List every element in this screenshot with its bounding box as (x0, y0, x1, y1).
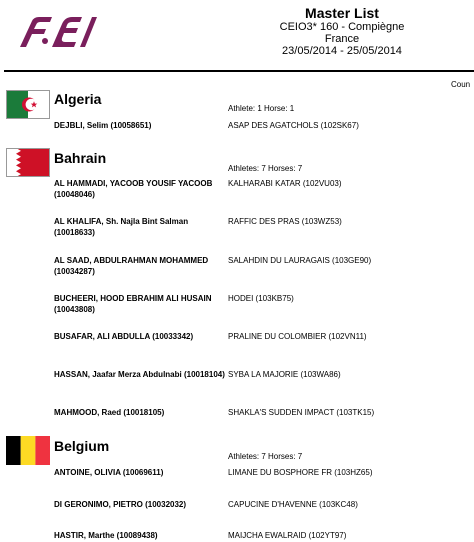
page-title: Master List (305, 5, 379, 21)
athlete-name: AL KHALIFA, Sh. Najla Bint Salman (10018633) (54, 217, 189, 237)
athlete-name: AL HAMMADI, YACOOB YOUSIF YACOOB (10048046) (54, 179, 213, 199)
athlete-name: HASTIR, Marthe (10089438) (54, 531, 158, 540)
bahrain-flag-icon (6, 148, 50, 177)
athlete-name: ANTOINE, OLIVIA (10069611) (54, 468, 164, 477)
country-name-bahrain: Bahrain (54, 150, 107, 166)
athlete-name: DEJBLI, Selim (10058651) (54, 121, 152, 130)
belgium-flag-icon (6, 436, 50, 465)
fei-logo-mark (18, 14, 100, 50)
event-name: CEIO3* 160 - Compiègne (279, 21, 405, 33)
horse-name: SHAKLA'S SUDDEN IMPACT (103TK15) (228, 408, 375, 417)
country-name-belgium: Belgium (54, 438, 110, 454)
horse-name: LIMANE DU BOSPHORE FR (103HZ65) (228, 468, 373, 477)
horse-name: KALHARABI KATAR (102VU03) (228, 179, 342, 188)
athlete-name: BUCHEERI, HOOD EBRAHIM ALI HUSAIN (10043808) (54, 294, 212, 314)
algeria-flag-icon (6, 90, 50, 119)
horse-name: PRALINE DU COLOMBIER (102VN11) (228, 332, 367, 341)
country-counts-belgium: Athletes: 7 Horses: 7 (228, 452, 303, 461)
country-counts-bahrain: Athletes: 7 Horses: 7 (228, 164, 303, 173)
horse-name: MAIJCHA EWALRAID (102YT97) (228, 531, 347, 540)
column-label: Coun (451, 80, 471, 89)
horse-name: HODEI (103KB75) (228, 294, 294, 303)
header-divider (4, 70, 474, 72)
horse-name: CAPUCINE D'HAVENNE (103KC48) (228, 500, 358, 509)
horse-name: ASAP DES AGATCHOLS (102SK67) (228, 121, 359, 130)
athlete-name: HASSAN, Jaafar Merza Abdulnabi (10018104) (54, 370, 225, 379)
horse-name: SYBA LA MAJORIE (103WA86) (228, 370, 341, 379)
country-name-algeria: Algeria (54, 91, 102, 107)
athlete-name: BUSAFAR, ALI ABDULLA (10033342) (54, 332, 194, 341)
document-header (222, 4, 462, 57)
athlete-name: MAHMOOD, Raed (10018105) (54, 408, 165, 417)
horse-name: RAFFIC DES PRAS (103WZ53) (228, 217, 342, 226)
horse-name: SALAHDIN DU LAURAGAIS (103GE90) (228, 256, 372, 265)
athlete-name: DI GERONIMO, PIETRO (10032032) (54, 500, 187, 509)
event-country: France (324, 33, 360, 45)
country-counts-algeria: Athlete: 1 Horse: 1 (228, 104, 295, 113)
event-dates: 23/05/2014 - 25/05/2014 (282, 45, 402, 57)
athlete-name: AL SAAD, ABDULRAHMAN MOHAMMED (10034287) (54, 256, 209, 276)
fei-logo (18, 14, 100, 50)
